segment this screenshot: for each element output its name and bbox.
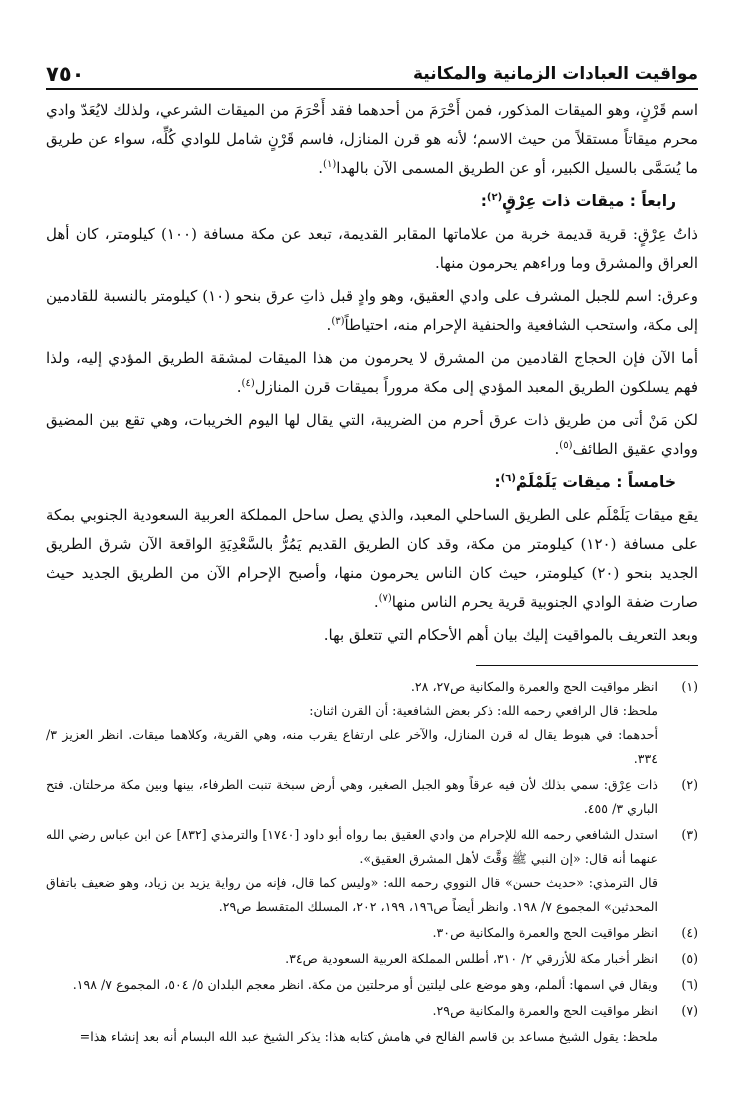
footnote-ref: (٢) <box>486 191 503 203</box>
footnote-text <box>46 921 658 945</box>
paragraph-text: وعرق: اسم للجبل المشرف على وادي العقيق، وهو وادٍ قبل ذاتِ عرق بنحو (١٠) كيلومتر بالنسبة للقادمين إلى مكة، واستحب الشافعية والحنفية الإحرام منه، احتياطاً <box>46 287 698 334</box>
footnote-number: (٧) <box>681 1003 698 1018</box>
footnote-ref: (٥) <box>559 440 573 451</box>
footnote <box>46 947 698 971</box>
footnote-number: (١) <box>681 679 698 694</box>
footnote-text <box>46 675 658 771</box>
footnote-ref: (٤) <box>241 378 255 389</box>
footnote <box>46 823 698 919</box>
footnote <box>46 973 698 997</box>
section-heading: خامساً : ميقات يَلَمْلَمْ$^{(٦)}$: <box>494 472 676 491</box>
footnote <box>46 675 698 771</box>
footnote-number: (٢) <box>681 777 698 792</box>
heading-text: رابعاً : ميقات ذات عِرْقٍ <box>502 192 676 210</box>
footnote-line: انظر مواقيت الحج والعمرة والمكانية ص٣٠. <box>432 925 658 940</box>
footnote-number: (٤) <box>681 925 698 940</box>
paragraph-text: أما الآن فإن الحجاج القادمين من المشرق لا يحرمون من هذا الميقات لمشقة الطريق المؤدي إليه، ولذا فهم يسلكون الطريق المعبد المؤدي إلى مكة مروراً بميقات قرن المنازل <box>46 349 698 396</box>
footnotes <box>46 675 698 1051</box>
footnote-text <box>46 999 658 1023</box>
footnote-line: انظر مواقيت الحج والعمرة والمكانية ص٢٩. <box>432 1003 658 1018</box>
main-text <box>46 96 698 654</box>
paragraph: لكن مَنْ أتى من طريق ذات عرق أحرم من الضريبة، التي يقال لها اليوم الخريبات، وهي تقع بين المضيق ووادي عقيق الطائف$^{(٥)}$. <box>46 411 698 458</box>
footnote <box>46 999 698 1023</box>
footnote-text <box>46 823 658 919</box>
footnote-line: انظر أخبار مكة للأزرقي ٢/ ٣١٠، أطلس المملكة العربية السعودية ص٣٤. <box>285 951 658 966</box>
footnote <box>46 773 698 821</box>
footnote-ref: (٦) <box>500 472 516 484</box>
footnote-text <box>46 1025 658 1049</box>
paragraph <box>46 621 698 650</box>
paragraph: أما الآن فإن الحجاج القادمين من المشرق لا يحرمون من هذا الميقات لمشقة الطريق المؤدي إليه، ولذا فهم يسلكون الطريق المعبد المؤدي إلى مكة مروراً بميقات قرن المنازل$^{(٤)}$. <box>46 349 698 396</box>
footnote-ref: (٣) <box>331 316 345 327</box>
paragraph-text: ذاتُ عِرْقٍ: قرية قديمة خربة من علاماتها المقابر القديمة، تبعد عن مكة مسافة (١٠٠) كيلومتر، كان أهل العراق والمشرق وما وراءهم يحرمون منها. <box>46 225 698 272</box>
paragraph-text: وبعد التعريف بالمواقيت إليك بيان أهم الأحكام التي تتعلق بها. <box>323 626 698 644</box>
footnote-line: انظر مواقيت الحج والعمرة والمكانية ص٢٧، ٢٨. <box>410 679 658 694</box>
paragraph-text: يقع ميقات يَلَمْلَم على الطريق الساحلي المعبد، والذي يصل ساحل المملكة العربية السعودية الجنوبي بمكة على مسافة (١٢٠) كيلومتر من مكة، وقد كان الطريق القديم يَمُرُّ بالسَّعْدِيَةِ الواقعة الآن شرق الطريق الجديد بنحو (٢٠) كيلومتر، حيث كان الناس يحرمون منها، وأصبح الإحرام الآن من الطريق الجديد حيث صارت ضفة الوادي الجنوبية قرية يحرم الناس منها <box>46 506 699 611</box>
footnote-line: قال الترمذي: «حديث حسن» قال النووي رحمه الله: «وليس كما قال، فإنه من رواية يزيد بن زياد، وهو ضعيف باتفاق المحدثين» المجموع ٧/ ١٩٨. وانظر أيضاً ص١٩٦، ١٩٩، ٢٠٢، المسلك المتقسط ص٢٩. <box>46 875 658 914</box>
footnote-line: ذات عِرْق: سمي بذلك لأن فيه عرقاً وهو الجبل الصغير، وهي أرض سبخة تنبت الطرفاء، بينها وبين مكة مرحلتان. فتح الباري ٣/ ٤٥٥. <box>46 777 658 816</box>
footnote-number: (٣) <box>681 827 698 842</box>
footnote-line: استدل الشافعي رحمه الله للإحرام من وادي العقيق بما رواه أبو داود [١٧٤٠] والترمذي [٨٣٢] عن ابن عباس رضي الله عنهما أنه قال: «إن النبي ﷺ وَقَّتَ لأهل المشرق العقيق». <box>46 827 658 866</box>
running-title: مواقيت العبادات الزمانية والمكانية <box>413 64 698 84</box>
paragraph: يقع ميقات يَلَمْلَم على الطريق الساحلي المعبد، والذي يصل ساحل المملكة العربية السعودية الجنوبي بمكة على مسافة (١٢٠) كيلومتر من مكة، وقد كان الطريق القديم يَمُرُّ بالسَّعْدِيَةِ الواقعة الآن شرق الطريق الجديد بنحو (٢٠) كيلومتر، حيث كان الناس يحرمون منها، وأصبح الإحرام الآن من الطريق الجديد حيث صارت ضفة الوادي الجنوبية قرية يحرم الناس منها$^{(٧)}$. <box>46 506 699 611</box>
footnote <box>46 921 698 945</box>
footnote-ref: (٧) <box>378 593 392 604</box>
paragraph-text: اسم قَرْنٍ، وهو الميقات المذكور، فمن أَحْرَمَ من أحدهما فقد أَحْرَمَ من الميقات الشرعي، ولذلك لايُعَدّ وادي محرم ميقاتاً مستقلاً من حيث الاسم؛ لأنه هو قرن المنازل، فاسم قَرْنٍ شامل للوادي كُلِّه، سواء عن طريق ما يُسَمَّى بالسيل الكبير، أو عن الطريق المسمى الآن بالهدا <box>46 101 698 177</box>
footnote-ref: (١) <box>323 159 337 170</box>
footnote <box>46 1025 698 1049</box>
footnote-line: ملحظ: يقول الشيخ مساعد بن قاسم الفالح في هامش كتابه هذا: يذكر الشيخ عبد الله البسام أنه بعد إنشاء هذا= <box>79 1029 658 1044</box>
footnote-text <box>46 773 658 821</box>
footnote-line: ملحظ: قال الرافعي رحمه الله: ذكر بعض الشافعية: أن القرن اثنان: <box>309 703 658 718</box>
paragraph-text: لكن مَنْ أتى من طريق ذات عرق أحرم من الضريبة، التي يقال لها اليوم الخريبات، وهي تقع بين المضيق ووادي عقيق الطائف <box>46 411 698 458</box>
paragraph: وعرق: اسم للجبل المشرف على وادي العقيق، وهو وادٍ قبل ذاتِ عرق بنحو (١٠) كيلومتر بالنسبة للقادمين إلى مكة، واستحب الشافعية والحنفية الإحرام منه، احتياطاً$^{(٣)}$. <box>46 287 698 334</box>
footnote-text <box>46 947 658 971</box>
paragraph: اسم قَرْنٍ، وهو الميقات المذكور، فمن أَحْرَمَ من أحدهما فقد أَحْرَمَ من الميقات الشرعي، ولذلك لايُعَدّ وادي محرم ميقاتاً مستقلاً من حيث الاسم؛ لأنه هو قرن المنازل، فاسم قَرْنٍ شامل للوادي كُلِّه، سواء عن طريق ما يُسَمَّى بالسيل الكبير، أو عن الطريق المسمى الآن بالهدا$^{(١)}$. <box>46 101 698 177</box>
paragraph <box>46 220 698 278</box>
footnote-text <box>46 973 658 997</box>
page-number: ٧٥٠ <box>46 62 85 86</box>
footnote-number: (٥) <box>681 951 698 966</box>
footnote-number <box>658 1025 698 1049</box>
footnote-number: (٦) <box>681 977 698 992</box>
footnote-divider <box>476 665 698 666</box>
running-header <box>46 54 698 90</box>
footnote-line: أحدهما: في هبوط يقال له قرن المنازل، والآخر على ارتفاع يقرب منه، وهي القرية، وكلاهما ميقات. انظر العزيز ٣/ ٣٣٤. <box>46 727 658 766</box>
footnote-line: ويقال في اسمها: ألملم، وهو موضع على ليلتين أو مرحلتين من مكة. انظر معجم البلدان ٥/ ٥٠٤، المجموع ٧/ ١٩٨. <box>72 977 658 992</box>
heading-text: خامساً : ميقات يَلَمْلَمْ <box>515 473 676 491</box>
section-heading: رابعاً : ميقات ذات عِرْقٍ$^{(٢)}$: <box>480 191 676 210</box>
